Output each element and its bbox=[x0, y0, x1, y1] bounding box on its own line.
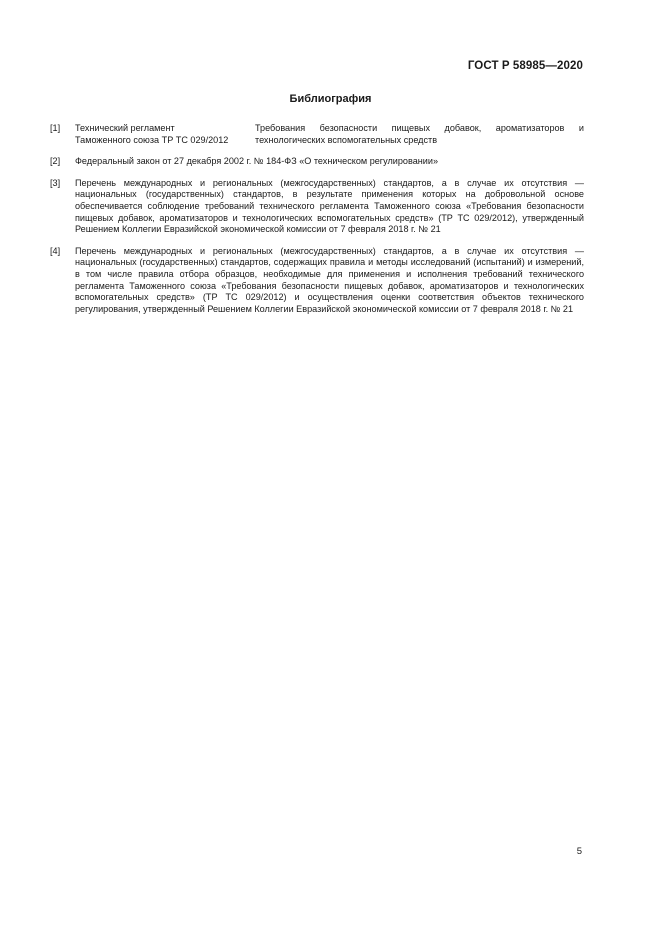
entry-text: Перечень международных и региональных (межгосударственных) стандартов, а в случае их отсутствия — национальных (государственных) стандартов, в результате применения которых на добровольной основе обеспечивается соблюдение требований технического регламента Таможенного союза «Требования безопасности пищевых добавок, ароматизаторов и технологических вспомогательных средств» (ТР ТС 029/2012), утвержденный Решением Коллегии Евразийской экономической комиссии от 7 февраля 2018 г. № 21 bbox=[75, 177, 584, 235]
bibliography-entry-2 bbox=[50, 156, 584, 168]
document-code: ГОСТ Р 58985—2020 bbox=[467, 60, 583, 72]
entry-number: [4] bbox=[50, 245, 61, 256]
entry-reference-line-1: Технический регламент bbox=[75, 123, 175, 133]
entry-number: [1] bbox=[50, 123, 61, 133]
entry-number: [3] bbox=[50, 177, 61, 188]
page-title: Библиография bbox=[289, 93, 372, 105]
entry-number: [2] bbox=[50, 156, 61, 167]
entry-description: Требования безопасности пищевых добавок, ароматизаторов и технологических вспомогательных средств bbox=[255, 123, 584, 145]
entry-reference-line-2: Таможенного союза ТР ТС 029/2012 bbox=[75, 134, 229, 145]
page-number: 5 bbox=[576, 846, 582, 857]
entry-text: Перечень международных и региональных (межгосударственных) стандартов, а в случае их отсутствия — национальных (государственных) стандартов, содержащих правила и методы исследований (испытаний) и измерений, в том числе правила отбора образцов, необходимые для применения и исполнения требований технического регламента Таможенного союза «Требования безопасности пищевых добавок, ароматизаторов и технологических вспомогательных средств» (ТР ТС 029/2012) и осуществления оценки соответствия объектов технического регулирования, утвержденный Решением Коллегии Евразийской экономической комиссии от 7 февраля 2018 г. № 21 bbox=[75, 245, 584, 314]
entry-reference bbox=[75, 123, 255, 146]
bibliography-entry-1 bbox=[50, 123, 584, 146]
bibliography-entry-4 bbox=[50, 246, 584, 316]
bibliography-entry-3 bbox=[50, 178, 584, 236]
entry-text: Федеральный закон от 27 декабря 2002 г. № 184-ФЗ «О техническом регулировании» bbox=[75, 156, 438, 167]
bibliography-list bbox=[50, 123, 584, 325]
